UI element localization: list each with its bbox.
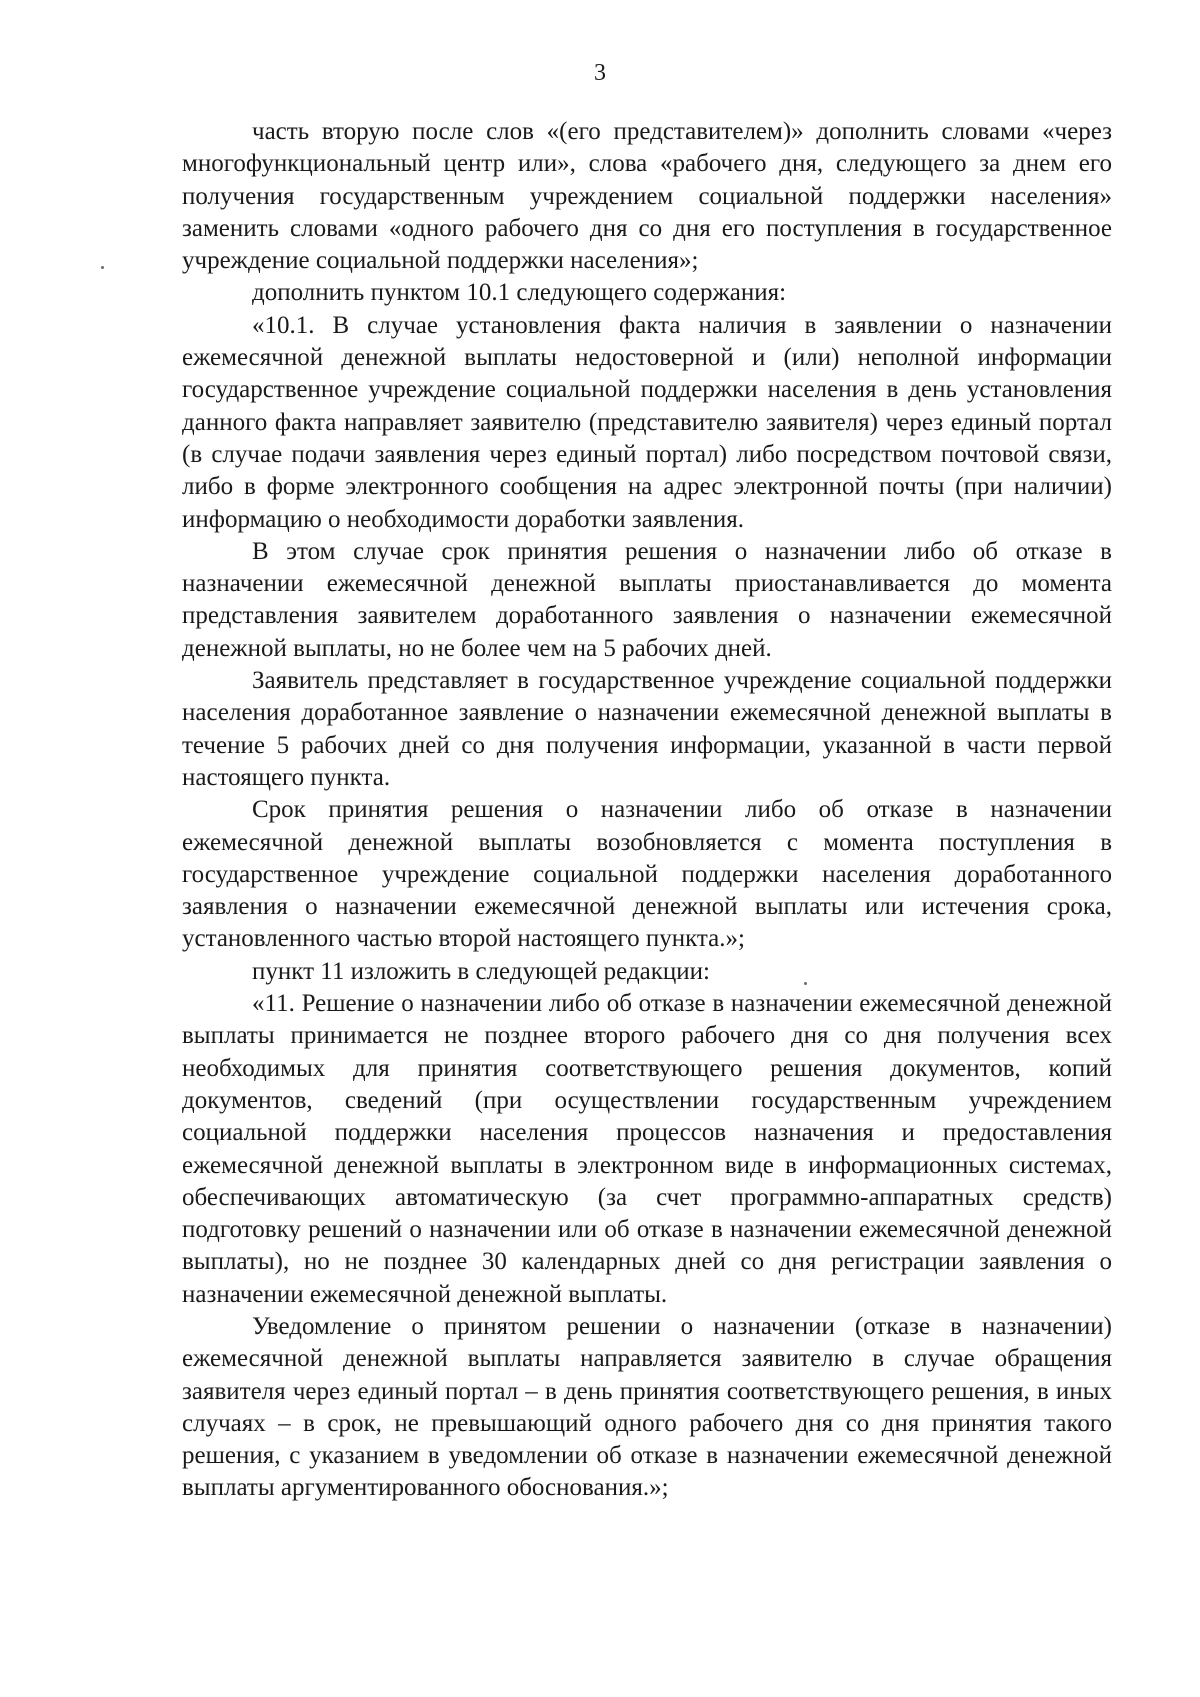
paragraph-amend-part-two: часть вторую после слов «(его представителем)» дополнить словами «через многофункциональный центр или», слова «рабочего дня, следующего за днем его получения государственным учреждением социальной поддержки населения» заменить словами «одного рабочего дня со дня его поступления в государственное учреждение социальной поддержки населения»;	[182, 118, 1112, 275]
scan-speck	[101, 266, 104, 269]
paragraph-clause-10-1: «10.1. В случае установления факта наличия в заявлении о назначении ежемесячной денежной выплаты недостоверной и (или) неполной информации государственное учреждение социальной поддержки населения в день установления данного факта направляет заявителю (представителю заявителя) через единый портал (в случае подачи заявления через единый портал) либо посредством почтовой связи, либо в форме электронного сообщения на адрес электронной почты (при наличии) информацию о необходимости доработки заявления.	[182, 311, 1112, 533]
scan-speck	[804, 982, 807, 985]
paragraph-add-clause-intro: дополнить пунктом 10.1 следующего содержания:	[252, 279, 787, 307]
paragraph-clause-11: «11. Решение о назначении либо об отказе в назначении ежемесячной денежной выплаты принимается не позднее второго рабочего дня со дня получения всех необходимых для принятия соответствующего решения документов, копий документов, сведений (при осуществлении государственным учреждением социальной поддержки населения процессов назначения и предоставления ежемесячной денежной выплаты в электронном виде в информационных системах, обеспечивающих автоматическую (за счет программно-аппаратных средств) подготовку решений о назначении или об отказе в назначении ежемесячной денежной выплаты), но не позднее 30 календарных дней со дня регистрации заявления о назначении ежемесячной денежной выплаты.	[182, 990, 1112, 1308]
paragraph-suspension-term: В этом случае срок принятия решения о назначении либо об отказе в назначении ежемесячной денежной выплаты приостанавливается до момента представления заявителем доработанного заявления о назначении ежемесячной денежной выплаты, но не более чем на 5 рабочих дней.	[182, 537, 1112, 662]
paragraph-notification: Уведомление о принятом решении о назначении (отказе в назначении) ежемесячной денежной выплаты направляется заявителю в случае обращения заявителя через единый портал – в день принятия соответствующего решения, в иных случаях – в срок, не превышающий одного рабочего дня со дня принятия такого решения, с указанием в уведомлении об отказе в назначении ежемесячной денежной выплаты аргументированного обоснования.»;	[182, 1312, 1112, 1502]
paragraph-clause-11-intro: пункт 11 изложить в следующей редакции:	[252, 957, 710, 985]
page-number: 3	[594, 60, 606, 86]
paragraph-applicant-submits: Заявитель представляет в государственное учреждение социальной поддержки населения доработанное заявление о назначении ежемесячной денежной выплаты в течение 5 рабочих дней со дня получения информации, указанной в части первой настоящего пункта.	[182, 667, 1112, 791]
paragraph-term-resumes: Срок принятия решения о назначении либо об отказе в назначении ежемесячной денежной выплаты возобновляется с момента поступления в государственное учреждение социальной поддержки населения доработанного заявления о назначении ежемесячной денежной выплаты или истечения срока, установленного частью второй настоящего пункта.»;	[182, 796, 1112, 953]
document-body	[182, 116, 1112, 1505]
